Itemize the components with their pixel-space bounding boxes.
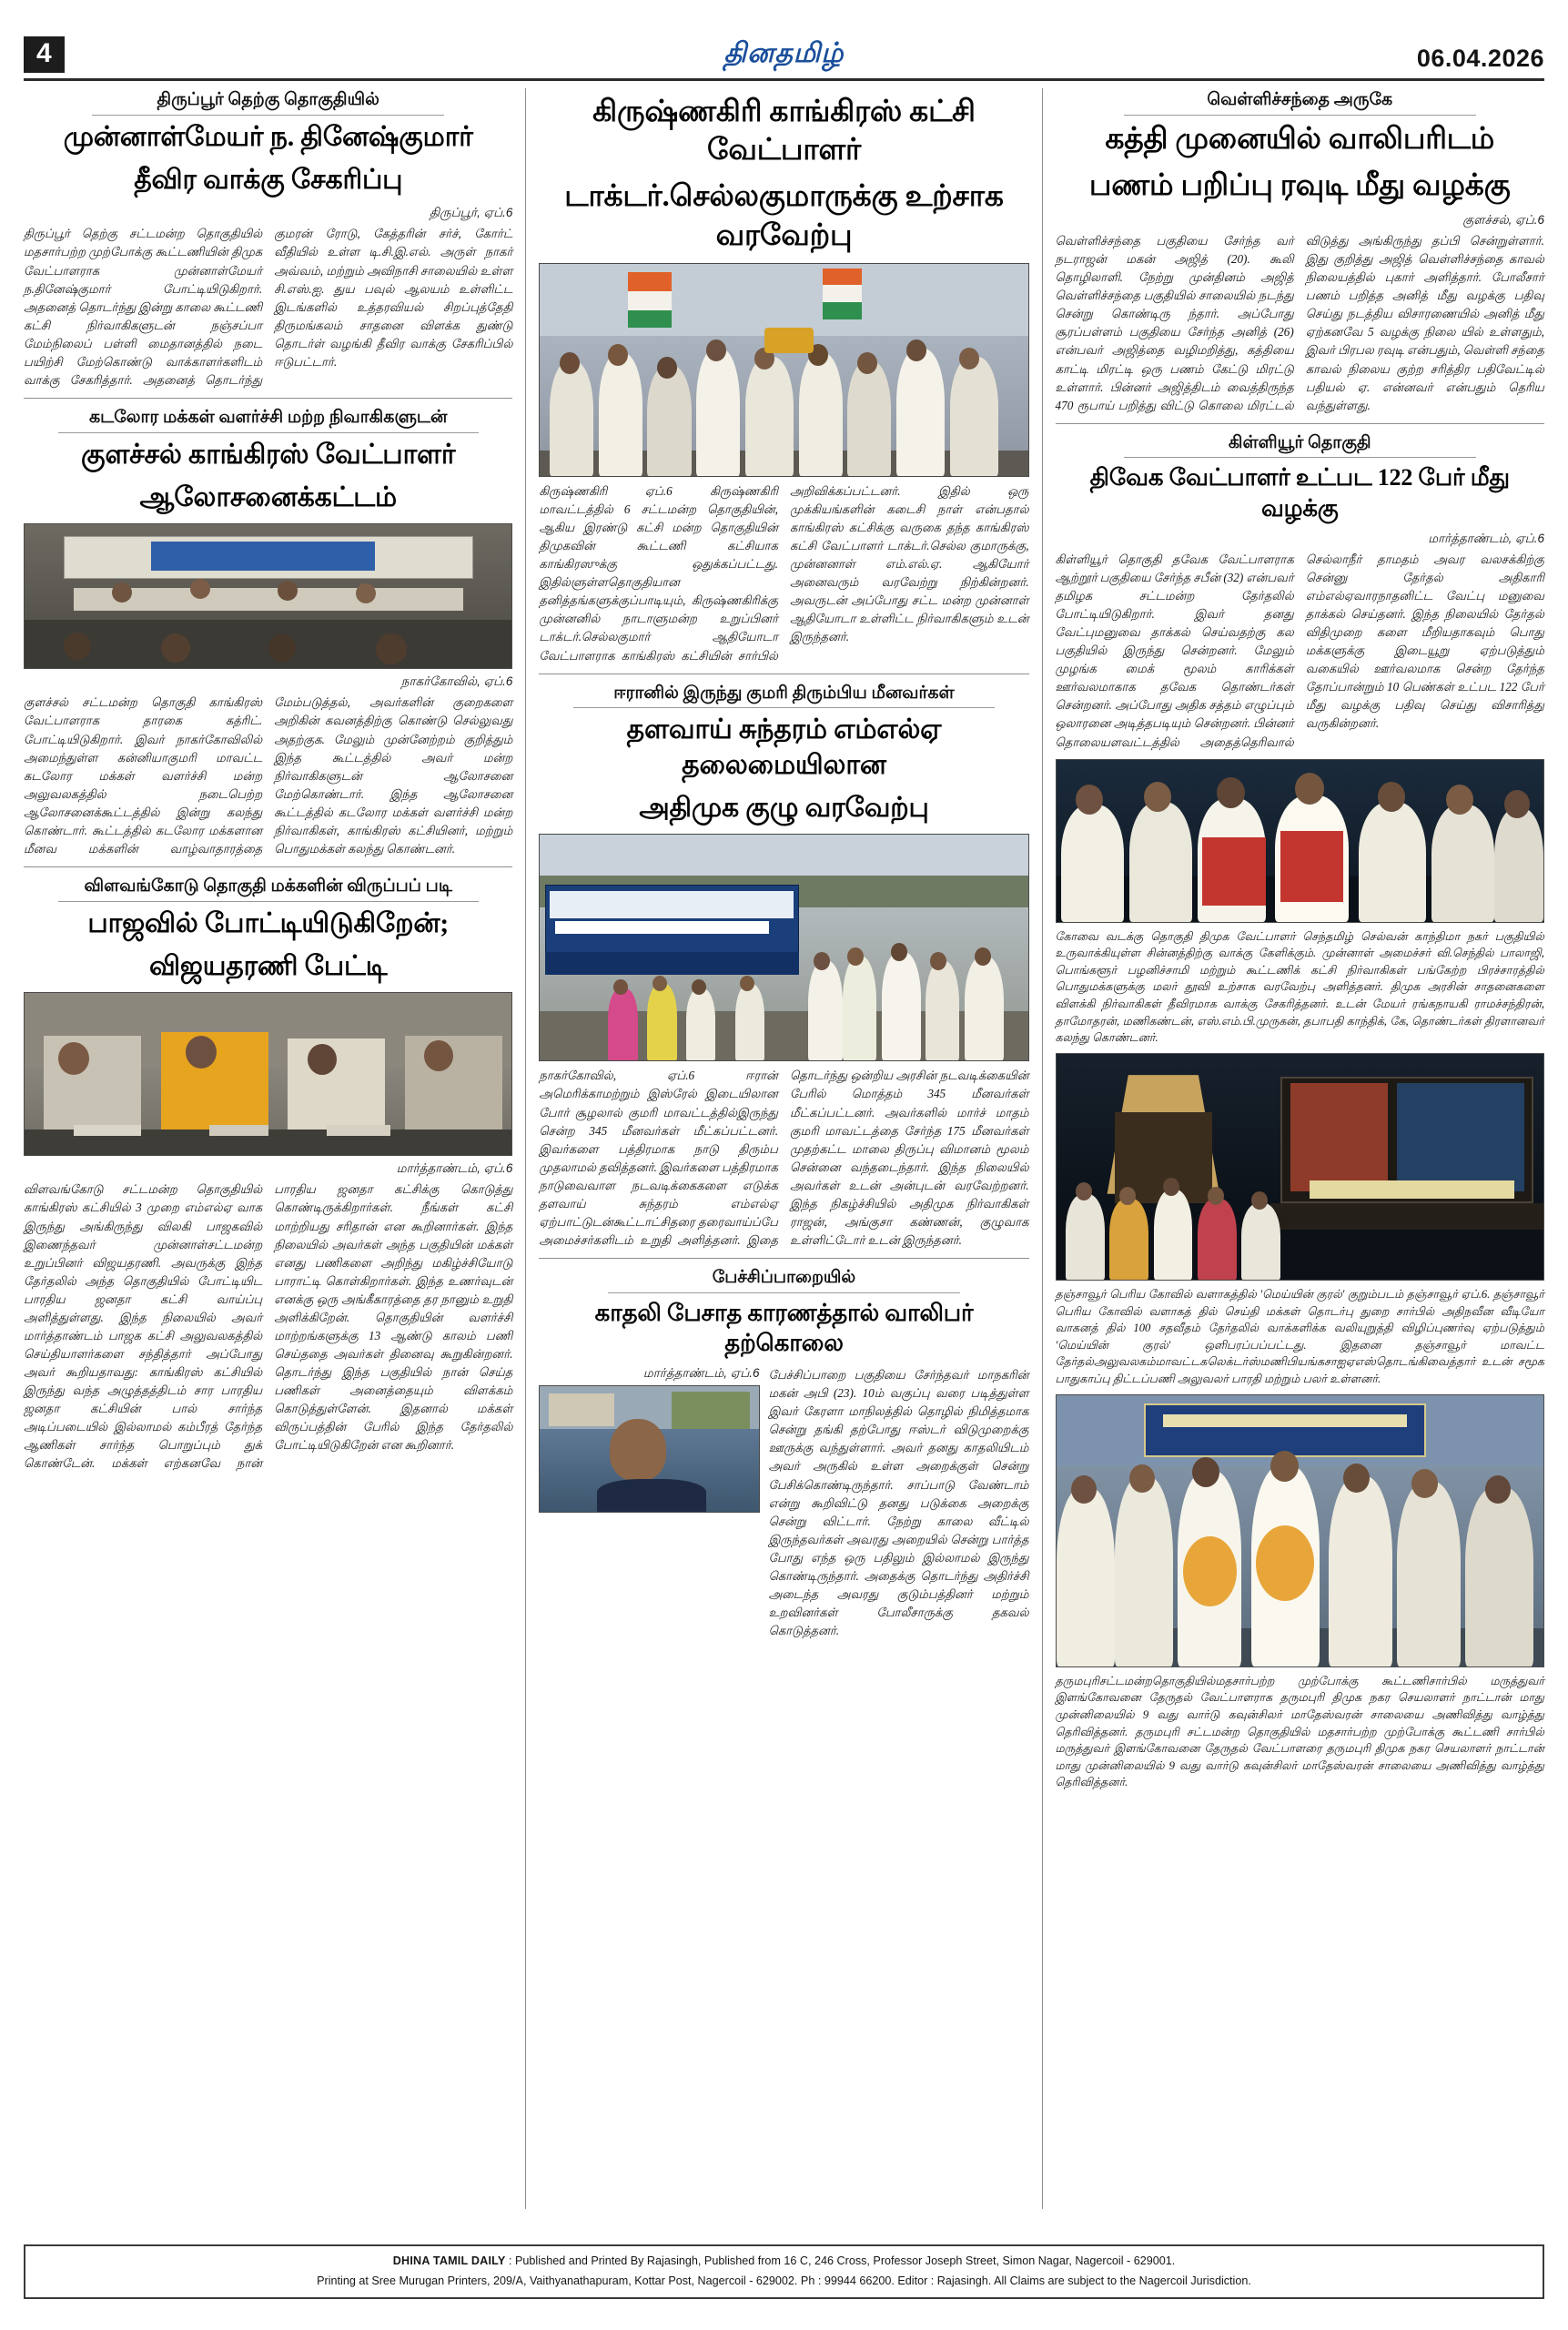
photo-content — [540, 264, 1027, 476]
article-tirupur-dinesh — [24, 88, 512, 390]
photo-coimbatore-campaign — [1056, 759, 1544, 923]
article-headline-line1: கத்தி முனையில் வாலிபரிடம் — [1105, 122, 1495, 156]
article-body: பேச்சிப்பாறை பகுதியை சேர்ந்தவர் மாநகரின் மகன் அபி (23). 10ம் வகுப்பு வரை படித்துள்ள இவர் கேரளா மாநிலத்தில் தொழில் நிமித்தமாக சென்று தங்கி தற்போது ஈஸ்டர் விடுமுறைக்கு ஊருக்கு வந்துள்ளார். அவர் தனது காதலியிடம் அவர் அருகில் உள்ள அறைக்குள் சென்று பேசிக்கொண்டிருந்தார். சாப்பாடு வேண்டாம் என்று கூறிவிட்டு தனது படுக்கை அறைக்கு சென்று விட்டார். நேற்று காலை வீட்டில் இருந்தவர்கள் அவரது அறையில் சென்று பார்த்த போது எந்த ஒரு பதிலும் இல்லாமல் இருந்து கொண்டிருந்தார். அதைக்கு தொடர்ந்து அதிர்ச்சி அடைந்த அவரது குடும்பத்தினர் மற்றும் உறவினர்கள் போலீசாருக்கு தகவல் கொடுத்தனர். — [768, 1368, 1029, 1638]
article-headline: திவேக வேட்பாளர் உட்பட 122 பேர் மீது வழக்கு — [1089, 464, 1510, 522]
article-headline: காதலி பேசாத காரணத்தால் வாலிபர் தற்கொலை — [594, 1299, 974, 1356]
photo-content — [1057, 1395, 1543, 1666]
article-photo-deceased-portrait — [539, 1385, 759, 1513]
article-youth-suicide — [539, 1266, 1028, 1640]
article-dateline: திருப்பூர், ஏப்.6 — [430, 206, 513, 220]
left-column — [24, 88, 525, 2209]
article-headline-line1: பாஜவில் போட்டியிடுகிறேன்; — [87, 907, 450, 938]
article-killiyur-case — [1056, 431, 1544, 752]
article-vijayadharani-bjp — [24, 875, 512, 1473]
photo-dharmapuri-garlanding — [1056, 1394, 1544, 1667]
middle-column — [525, 88, 1042, 2209]
article-dateline: மார்த்தாண்டம், ஏப்.6 — [396, 1161, 513, 1176]
photo-content — [25, 524, 511, 668]
photo-content — [1057, 1054, 1543, 1280]
article-headline-line2: தீவிர வாக்கு சேகரிப்பு — [134, 165, 403, 196]
photo-caption: தஞ்சாவூர் பெரிய கோவில் வளாகத்தில் 'மெய்யின் குரல்' குறும்படம் தஞ்சாவூர் ஏப்.6. தஞ்சாவூர் பெரிய கோவில் வளாகத் தில் செய்தி மக்கள் தொடர்பு துறை சார்பில் அதிநவீன வீடியோ வாகனத் தில் 100 சதவீதம் தேர்தலில் வாக்களிக்க வலியுறுத்தி விழிப்புணர்வு ஏற்படுத்தும் 'மெய்யின் குரல்' ஒளிபரப்பப்பட்டது. இதனை தஞ்சாவூர் மாவட்ட தேர்தல்அலுவலகம்மாவட்டகலெக்டர்ஸ்மணிபியங்கசாஐஏஎஸ்தொடங்கிவைத்தார் உடன் சமூக பாதுகாப்பு திட்டப்பணி அலுவலர் பாரதி மற்றும் பலர் உள்ளனர். — [1055, 1287, 1544, 1386]
article-kicker: கிள்ளியூர் தொகுதி — [1124, 431, 1476, 459]
page-number-badge: 4 — [24, 36, 65, 73]
article-headline-line1: குளச்சல் காங்கிரஸ் வேட்பாளர் — [81, 439, 456, 470]
right-column — [1043, 88, 1544, 2209]
masthead-divider — [24, 78, 1544, 81]
article-photo-meeting-hall — [24, 523, 512, 669]
photo-caption: கோவை வடக்கு தொகுதி திமுக வேட்பாளர் செந்தமிழ் செல்வன் காந்திமா நகர் பகுதியில் உருவாக்கியுள்ள சின்னத்திற்கு வாக்கு கேளிக்கும். முன்னாள் அமைச்சர் வி.செந்தில் பாலாஜி, பொங்களூர் பழனிச்சாமி மற்றும் கூட்டணிக் கட்சி நிர்வாகிகள் பங்கேற்ற பிரச்சாரத்தில் பொதுமக்களுக்கு மலர் தூவி உற்சாக வரவேற்பு அளித்தனர். திமுக அரசின் சாதனைகளை விளக்கி நிர்வாகிகள் தீவிரமாக வாக்கு சேகரித்தனர். உடன் மேயர் ரங்கநாயகி ராமச்சந்திரன், தாமோதரன், மணிகண்டன், எஸ்.எம்.பி.முருகன், தபாபதி காந்திக், கே, தொண்டர்கள் திரளானவர் கலந்து கொண்டனர். — [1055, 929, 1544, 1045]
article-dateline: நாகர்கோவில், ஏப்.6 — [400, 674, 513, 689]
article-headline-line1: கிருஷ்ணகிரி காங்கிரஸ் கட்சி வேட்பாளர் — [592, 96, 976, 167]
article-headline-line1: முன்னாள்மேயர் ந. தினேஷ்குமார் — [63, 121, 473, 152]
article-body: கிருஷ்ணகிரி ஏப்.6 கிருஷ்ணகிரி மாவட்டத்தில் 6 சட்டமன்ற தொகுதியின், ஆகிய இரண்டு கட்சி மன்ற தொகுதியின் திமுகவின் கூட்டணி கட்சியாக காங்கிரஸுக்கு ஒதுக்கப்பட்டது. இதில்ளுள்ளதொகுதியான தனித்தங்களுக்குப்பாடியும், கிருஷ்ணகிரிக்கு முன்னனில் நாடாளுமன்ற உறுப்பினர் டாக்டர்.செல்லகுமார் ஆதியோடா வேட்பாளராக காங்கிரஸ் கட்சியின் சார்பில் அறிவிக்கப்பட்டனர். இதில் ஒரு முக்கியங்களின் கடைசி நாள் என்பதால் காங்கிரஸ் கட்சிக்கு வருகை தந்த காங்கிரஸ் கட்சி வேட்பாளர் டாக்டர்.செல்ல குமாருக்கு, முன்னனாள் எம்.எல்.ஏ. ஆகியோர் அனைவரும் வரவேற்று நிற்கின்றனர். அவருடன் அப்போது சட்ட மன்ற முன்னாள் ஆதியோடா உள்ளிட்ட நிர்வாகிகளும் உடன் இருந்தனர். — [539, 483, 1029, 663]
article-kicker: பேச்சிப்பாறையில் — [608, 1266, 960, 1293]
masthead — [24, 25, 1544, 73]
photo-content — [25, 993, 511, 1155]
article-kicker: திருப்பூர் தெற்கு தொகுதியில் — [92, 88, 444, 116]
article-kulasekaram-congress — [24, 406, 512, 858]
article-body: திருப்பூர் தெற்கு சட்டமன்ற தொகுதியில் மதசார்பற்ற முற்போக்கு கூட்டணியின் திமுக வேட்பாளராக முன்னாள்மேயர் ந.தினேஷ்குமார் போட்டியிடுகிறார். அதனைத் தொடர்ந்து இன்று காலை கூட்டணி கட்சி நிர்வாகிகளுடன் நஞ்சப்பா மேம்நிலைப் பள்ளி மைதானத்தில் நடை பயிற்சி மேற்கொண்டு வாக்காளர்களிடம் வாக்கு சேகரித்தார். அதனைத் தொடர்ந்து குமரன் ரோடு, கேத்தரின் சர்ச், கோர்ட் வீதியில் உள்ள டி.சி.இ.எல். அருள் நாகர் அவ்வம், மற்றும் அவிநாசி சாலையில் உள்ள சி.எஸ்.ஐ. துய பவுல் ஆலயம் உள்ளிட்ட இடங்களில் உத்தரவியல் சிறப்புத்தேதி திருமங்கலம் சாதனை விளக்க துண்டு தொடர்ள் வழங்கி தீவிர வாக்கு சேகரிப்பில் ஈடுபட்டார். — [24, 227, 513, 387]
article-headline-line1: தளவாய் சுந்தரம் எம்எல்ஏ தலைமையிலான — [626, 714, 942, 780]
article-body: நாகர்கோவில், ஏப்.6 ஈரான் அமெரிக்காமற்றும் இஸ்ரேல் இடையிலான போர் சூழலால் குமரி மாவட்டத்தில்இருந்து சென்ற 345 மீனவர்கள் மீட்கப்பட்டனர். இவர்களை பத்திரமாக நாடு திரும்ப முதலாமல் தவித்தனர். இவர்களை பத்திரமாக நாடுவைவாள நடவடிக்கைகளை எடுக்க தளவாய் சுந்தரம் எம்எல்ஏ ஏற்பாட்டுடன்கூட்டாட்சிதரை தரைவாய்ப்பே அமைச்சர்களிடம் உறுதி அளித்தனர். இதை தொடர்ந்து ஒன்றிய அரசின் நடவடிக்கையின் பேரில் மொத்தம் 345 மீனவர்கள் மீட்கப்பட்டனர். அவர்களில் மார்ச் மாதம் குமரி மாவட்டத்தை சேர்ந்த 175 மீனவர்கள் முதற்கட்ட மாலை திருப்பு விமானம் மூலம் சென்னை வந்தடைந்தார். இந்த நிலையில் அவர்கள் உடன் அன்புடன் வரவேற்றனர். இந்த நிகழ்ச்சியில் அதிமுக நிர்வாகிகள் ராஜன், அங்குசா கண்ணன், குழுவாக உள்ளிட்டோர் உடன் இருந்தனர். — [539, 1069, 1029, 1247]
footer-publish-info: : Published and Printed By Rajasingh, Published from 16 C, 246 Cross, Professor Joseph Street, Simon Nagar, Nagercoil - 629001. — [505, 2254, 1176, 2268]
photo-caption: தருமபுரிசட்டமன்றதொகுதியில்மதசார்பற்ற முற்போக்கு கூட்டணிசார்பில் மருத்துவர் இளங்கோவனை தேருதல் வேட்பாளராக தருமபுரி திமுக நகர செயலாளர் நாட்டான் மாது முன்னிலையில் 9 வது வார்டு கவுன்சிலர் மாதேஸ்வரன் சாலையை அணிவித்து வாழ்த்து தெரிவித்தனர். தருமபுரி சட்டமன்ற தொகுதியில் மதசார்பற்ற முற்போக்கு கூட்டணி சார்பில் மருத்துவர் இளங்கோவனை தேருதல் வேட்பாளரை தருமபுரி திமுக நகர செயலாளர் நாட்டான் மாது முன்னிலையில் 9 வது வார்டு கவுன்சிலர் மாதேஸ்வரன் சாலையை அணிவித்து வாழ்த்து தெரிவித்தனர். — [1055, 1674, 1544, 1789]
article-dateline: மார்த்தாண்டம், ஏப்.6 — [1428, 531, 1544, 545]
article-photo-press-meet — [24, 992, 512, 1156]
article-headline-line2: ஆலோசனைக்கட்டம் — [139, 482, 397, 513]
article-photo-bus-welcome — [539, 834, 1028, 1061]
photo-content — [540, 1386, 758, 1512]
newspaper-title: தினதமிழ் — [723, 38, 845, 68]
section-divider — [24, 398, 512, 399]
article-iran-fishermen-welcome — [539, 682, 1028, 1250]
article-body: கிள்ளியூர் தொகுதி தவேக வேட்பாளராக ஆற்றூர் பகுதியை சேர்ந்த சபீன் (32) என்பவர் தமிழக சட்டமன்ற தேர்தலில் போட்டியிடுகிறார். இவர் தனது வேட்புமனுவை தாக்கல் செய்வதற்கு கல பகுதியில் இருந்து சென்றனர். மேலும் முழங்க மைக் மூலம் காரிக்கள் ஊர்வலமாகாக தவேக தொண்டர்கள் சென்றனர். அப்போது அதிக சத்தம் எழுப்பும் ஒலாரனை அடித்தபடியும் சென்றனர். பின்னர் தொலையளவட்டத்தில் அதைத்தெரிவால் செல்லாநீர் தாமதம் அவர வலசக்கிற்கு சென்னு தேர்தல் அதிகாரி எம்எல்ஏவாரநாதனிட்ட வேட்பு மனுவை தாக்கல் செய்தனர். இந்த நிலையில் தேர்தல் விதிமுறை களை மீறியதாகவும் பொது மக்களுக்கு இடையூறு ஏற்படுத்தும் வகையில் ஊர்வலமாக சென்ற தேர்ந்த தோப்பான்றும் 10 பெண்கள் உட்பட 122 பேர் மீது வழக்கு பதிவு செய்து விசாரித்து வருகின்றனர். — [1055, 552, 1544, 749]
article-dateline: மார்த்தாண்டம், ஏப்.6 — [642, 1366, 760, 1381]
footer-imprint — [24, 2244, 1544, 2299]
publication-date: 06.04.2026 — [1416, 45, 1544, 72]
section-divider — [24, 866, 512, 867]
section-divider — [1056, 423, 1544, 424]
article-krishnagiri-congress — [539, 93, 1028, 665]
article-dateline: குளச்சல், ஏப்.6 — [1462, 213, 1544, 228]
photo-content — [540, 835, 1027, 1060]
footer-paper-name: DHINA TAMIL DAILY — [392, 2254, 506, 2268]
article-robbery-case — [1056, 88, 1544, 415]
article-kicker: விளவங்கோடு தொகுதி மக்களின் விருப்பப் படி — [58, 875, 479, 902]
article-body: வெள்ளிச்சந்தை பகுதியை சேர்ந்த வர் நடராஜன் மகன் அஜித் (20). கூலி தொழிலாளி. நேற்று முன்தினம் அஜித் வெள்ளிச்சந்தை பகுதியில் சாலையில் நடந்து சென்று கொண்டிரு ந்தார். அப்போது சூரப்பள்ளம் பகுதியை சேர்ந்த அனித் (26) என்பவர் அஜித்தை வழிமறித்து, கத்தியை காட்டி மிரட்டி ஒரு பணம் கேட்டு மிரட்டு உள்ளார். பின்னர் அஜித்திடம் வைத்திருந்த 470 ரூபாய் பறித்து விட்டு கொலை மிரட்டல் விடுத்து அங்கிருந்து தப்பி சென்றுள்ளார். இது குறித்து அஜித் வெள்ளிச்சந்தை காவல் நிலையத்தில் புகார் அளித்தார். போலீசார் பணம் பறித்த அனித் மீது வழக்கு பதிவு செய்து நடத்திய விசாரணையில் அனித் மீது ஏற்கனவே 5 வழக்கு நிலை யில் உள்ளதும், இவர் பிரபல ரவுடி என்பதும், வெள்ளி சந்தை காவல் நிலைய குற்ற சரித்திர பதிவேட்டில் பதியல் ஏ. என்னவர் என்பதும் தெரிய வந்துள்ளது. — [1055, 234, 1544, 412]
article-photo-congress-rally — [539, 263, 1028, 477]
photo-content — [1057, 760, 1543, 922]
article-kicker: வெள்ளிச்சந்தை அருகே — [1124, 88, 1476, 116]
article-headline-line2: பணம் பறிப்பு ரவுடி மீது வழக்கு — [1088, 168, 1511, 202]
article-headline-line2: விஜயதரணி பேட்டி — [149, 951, 388, 981]
article-kicker: ஈரானில் இருந்து குமரி திரும்பிய மீனவர்கள் — [573, 682, 995, 709]
photo-thanjavur-temple-video — [1056, 1053, 1544, 1281]
article-headline-line2: அதிமுக குழு வரவேற்பு — [639, 792, 929, 823]
section-divider — [539, 1258, 1028, 1259]
article-headline-line2: டாக்டர்.செல்லகுமாருக்கு உற்சாக வரவேற்பு — [564, 180, 1004, 252]
footer-line-1 — [35, 2252, 1533, 2271]
article-body: விளவங்கோடு சட்டமன்ற தொகுதியில் காங்கிரஸ் கட்சியில் 3 முறை எம்எல்ஏ வாக இருந்து அங்கிருந்து விலகி பாஜகவில் இணைந்தவர் முன்னாள்சட்டமன்ற உறுப்பினர் விஜயதரணி. அவருக்கு இந்த தேர்தலில் அந்த தொகுதியில் போட்டியிட பாரதிய ஜனதா கட்சி வாய்ப்பு அளித்துள்ளது. இந்த நிலையில் அவர் மார்த்தாண்டம் பாஜக கட்சி அலுவலகத்தில் செய்தியாளர்களை சந்தித்தார் அப்போது அவர் கூறியதாவது: காங்கிரஸ் கட்சியில் இருந்து வந்த அழுத்தத்திடம் சார பாரதிய ஜனதா கட்சியின் பால் சார்ந்த அடிப்படையில் இல்லாமல் கம்பீரத் தேர்ந்த ஆணிகள் சார்ந்த பொறுப்பும் துக் கொண்டேன். மக்கள் எற்கனவே நான் பாரதிய ஜனதா கட்சிக்கு கொடுத்து கொண்டிருக்கிறார்கள். நீங்கள் கட்சி மாற்றியது சரிதான் என கூறினார்கள். இந்த நிலையில் அவர்கள் அந்த பகுதியின் மக்கள் எனது பணிகளை அறிந்து மகிழ்ச்சியோடு பாராட்டி கொள்கிறார்கள். இந்த உணர்வுடன் எனக்கு ஒரு அங்கீகாரத்தை தர நானும் உறுதி அளிக்கிறேன். தொகுதியின் வளர்ச்சி மாற்றங்களுக்கு 13 ஆண்டு காலம் பணி செய்ததை அவர்கள் தினைவு கூறுகின்றனர். தொடர்ந்து இந்த பகுதியில் நான் செய்த பணிகள் அனைத்தையும் விளக்கம் கொடுத்துள்ளேன். இதனால் மக்கள் விருப்பத்தின் பேரில் இந்த தேர்தலில் போட்டியிடுகிறேன் என கூறினார். — [24, 1182, 513, 1471]
article-kicker: கடலோர மக்கள் வளர்ச்சி மற்ற நிவாகிகளுடன் — [58, 406, 479, 433]
page-columns — [24, 88, 1544, 2209]
footer-line-2: Printing at Sree Murugan Printers, 209/A, Vaithyanathapuram, Kottar Post, Nagercoil - 629002. Ph : 99944 66200. Editor : Rajasingh. All Claims are subject to the Nagercoil Jurisdiction. — [317, 2274, 1251, 2287]
article-body: குளச்சல் சட்டமன்ற தொகுதி காங்கிரஸ் வேட்பாளராக தாரகை கத்ரிட். போட்டியிடுகிறார். இவர் நாகர்கோவிலில் அமைந்துள்ள கன்னியாகுமரி மாவட்ட கடலோர மக்கள் வளர்ச்சி மன்ற அலுவலகத்தில் நடைபெற்ற ஆலோசனைக்கூட்டத்தில் இன்று கலந்து கொண்டார். கூட்டத்தில் கடலோர மக்களான மீனவ மக்களின் வாழ்வாதாரத்தை மேம்படுத்தல், அவர்களின் குறைகளை அறிகின் கவனத்திற்கு கொண்டு செல்லுவது அதற்குக. மேலும் முன்னேற்றம் குறித்தும் இந்த கூட்டத்தில் அவர் மன்ற நிர்வாகிகளுடன் ஆலோசனை மேற்கொண்டார். இந்த ஆலோசனை கூட்டத்தில் கடலோர மக்கள் வளர்ச்சி மன்ற நிர்வாகிகள், காங்கிரஸ் கட்சியினர், மற்றும் பொதுமக்கள் கலந்து கொண்டனர். — [24, 695, 513, 856]
